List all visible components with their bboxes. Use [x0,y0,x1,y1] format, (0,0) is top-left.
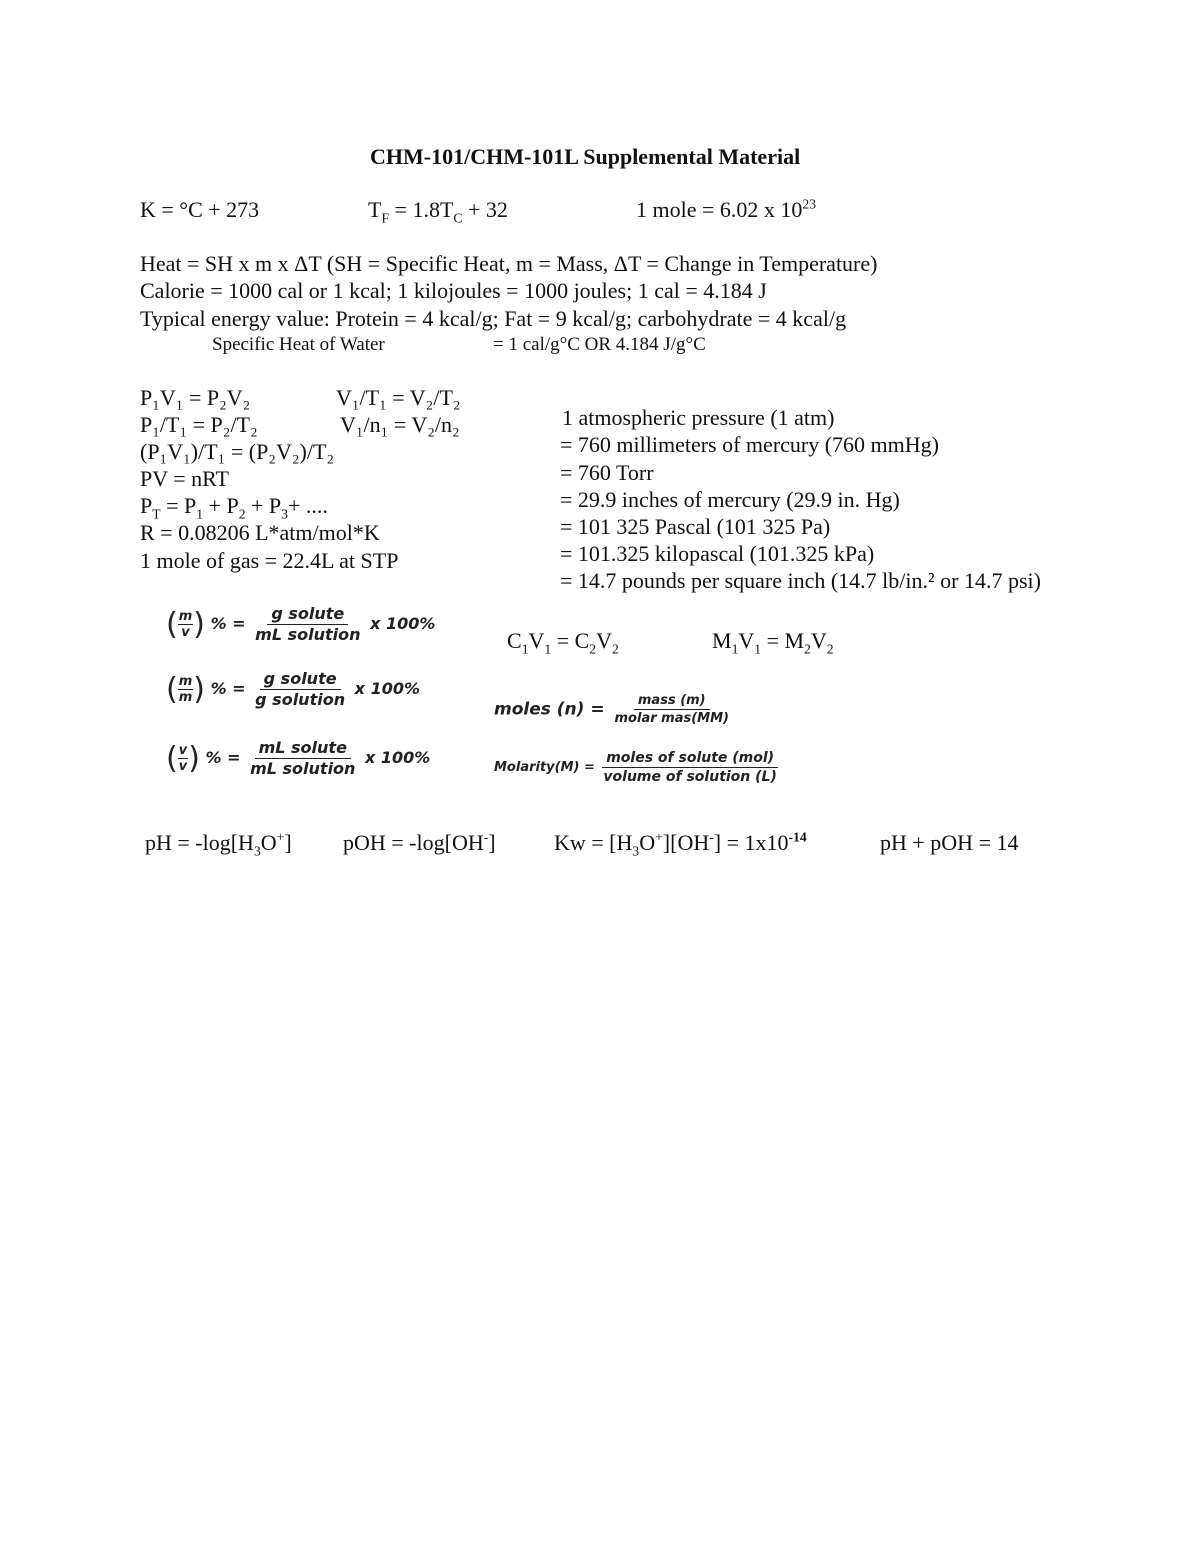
pressure-line-2: = 760 Torr [560,460,654,485]
boyle-law: P₁V₁ = P₂V₂ [140,385,251,410]
vv-bottom: v [178,759,188,774]
pressure-line-1: = 760 millimeters of mercury (760 mmHg) [560,432,939,457]
calorie-conversions: Calorie = 1000 cal or 1 kcal; 1 kilojoules = 1000 joules; 1 cal = 4.184 J [140,278,767,303]
avogadro-law: V₁/n₁ = V₂/n₂ [340,412,460,437]
moles-formula: moles (n) = $\frac{\text{mass (m)}}{\text{molar mas(MM)}}$ [494,693,729,726]
pressure-line-4: = 101 325 Pascal (101 325 Pa) [560,514,831,539]
pressure-line-5: = 101.325 kilopascal (101.325 kPa) [560,541,875,566]
pressure-line-3: = 29.9 inches of mercury (29.9 in. Hg) [560,487,900,512]
ph-formula: pH = $-\log[H_3O^+]$ [145,829,292,859]
page-title: CHM-101/CHM-101L Supplemental Material [370,144,801,169]
dilution-concentration: $C_1V_1 = C_2V_2$ [507,628,619,657]
volume-volume-percent: ( $\frac{v}{v}$ ) % = $\frac{\text{mL solute}}{\text{mL solution}}$ x 100% [166,738,431,778]
ideal-gas-law: PV = nRT [140,466,229,491]
gay-lussac-law: P₁/T₁ = P₂/T₂ [140,412,258,437]
kelvin-formula: K = °C + 273 [140,197,260,222]
mm-top: m [178,674,193,689]
energy-values: Typical energy value: Protein = 4 kcal/g; Fat = 9 kcal/g; carbohydrate = 4 kcal/g [140,306,847,331]
avogadro-number: 1 mole = 6.02 x $10^{23}$ [636,196,817,222]
charles-law: V₁/T₁ = V₂/T₂ [336,385,461,410]
vv-top: v [178,743,188,758]
molarity-formula: Molarity(M) = $\frac{\text{moles of solute (mol)}}{\text{volume of solution (L)}}$ [494,750,777,785]
dalton-law: $P_T = P_1 + P_2 + P_3+$ .... [140,493,328,522]
water-heat-label: Specific Heat of Water [212,334,385,355]
mass-mass-percent: ( $\frac{m}{m}$ ) % = $\frac{\text{g solute}}{\text{g solution}}$ x 100% [166,669,420,709]
mass-volume-percent: ( $\frac{m}{v}$ ) % = $\frac{\text{g solute}}{\text{mL solution}}$ x 100% [166,604,436,644]
poh-formula: pOH = -log[OH-] [343,829,496,855]
pressure-line-6: = 14.7 pounds per square inch (14.7 lb/in.² or 14.7 psi) [560,568,1041,593]
ph-poh-sum: pH + pOH = 14 [880,830,1019,855]
mv-bottom: v [181,625,190,640]
dilution-molarity: $M_1V_1 = M_2V_2$ [712,628,834,657]
gas-constant: R = 0.08206 L*atm/mol*K [140,520,380,545]
pressure-line-0: 1 atmospheric pressure (1 atm) [562,405,835,430]
mm-bottom: m [178,690,193,705]
heat-formula: Heat = SH x m x ΔT (SH = Specific Heat, m = Mass, ΔT = Change in Temperature) [140,251,878,276]
kw-formula: $Kw = [H_3O^+][OH^-] = 1x10^{-14}$ [554,829,807,859]
fahrenheit-formula: $T_F = 1.8T_C + 32$ [368,197,508,226]
molar-volume: 1 mole of gas = 22.4L at STP [140,548,399,573]
combined-gas-law: (P₁V₁)/T₁ = (P₂V₂)/T₂ [140,439,335,464]
mv-top: m [178,609,193,624]
water-heat-value: = 1 cal/g°C OR 4.184 J/g°C [493,334,706,355]
